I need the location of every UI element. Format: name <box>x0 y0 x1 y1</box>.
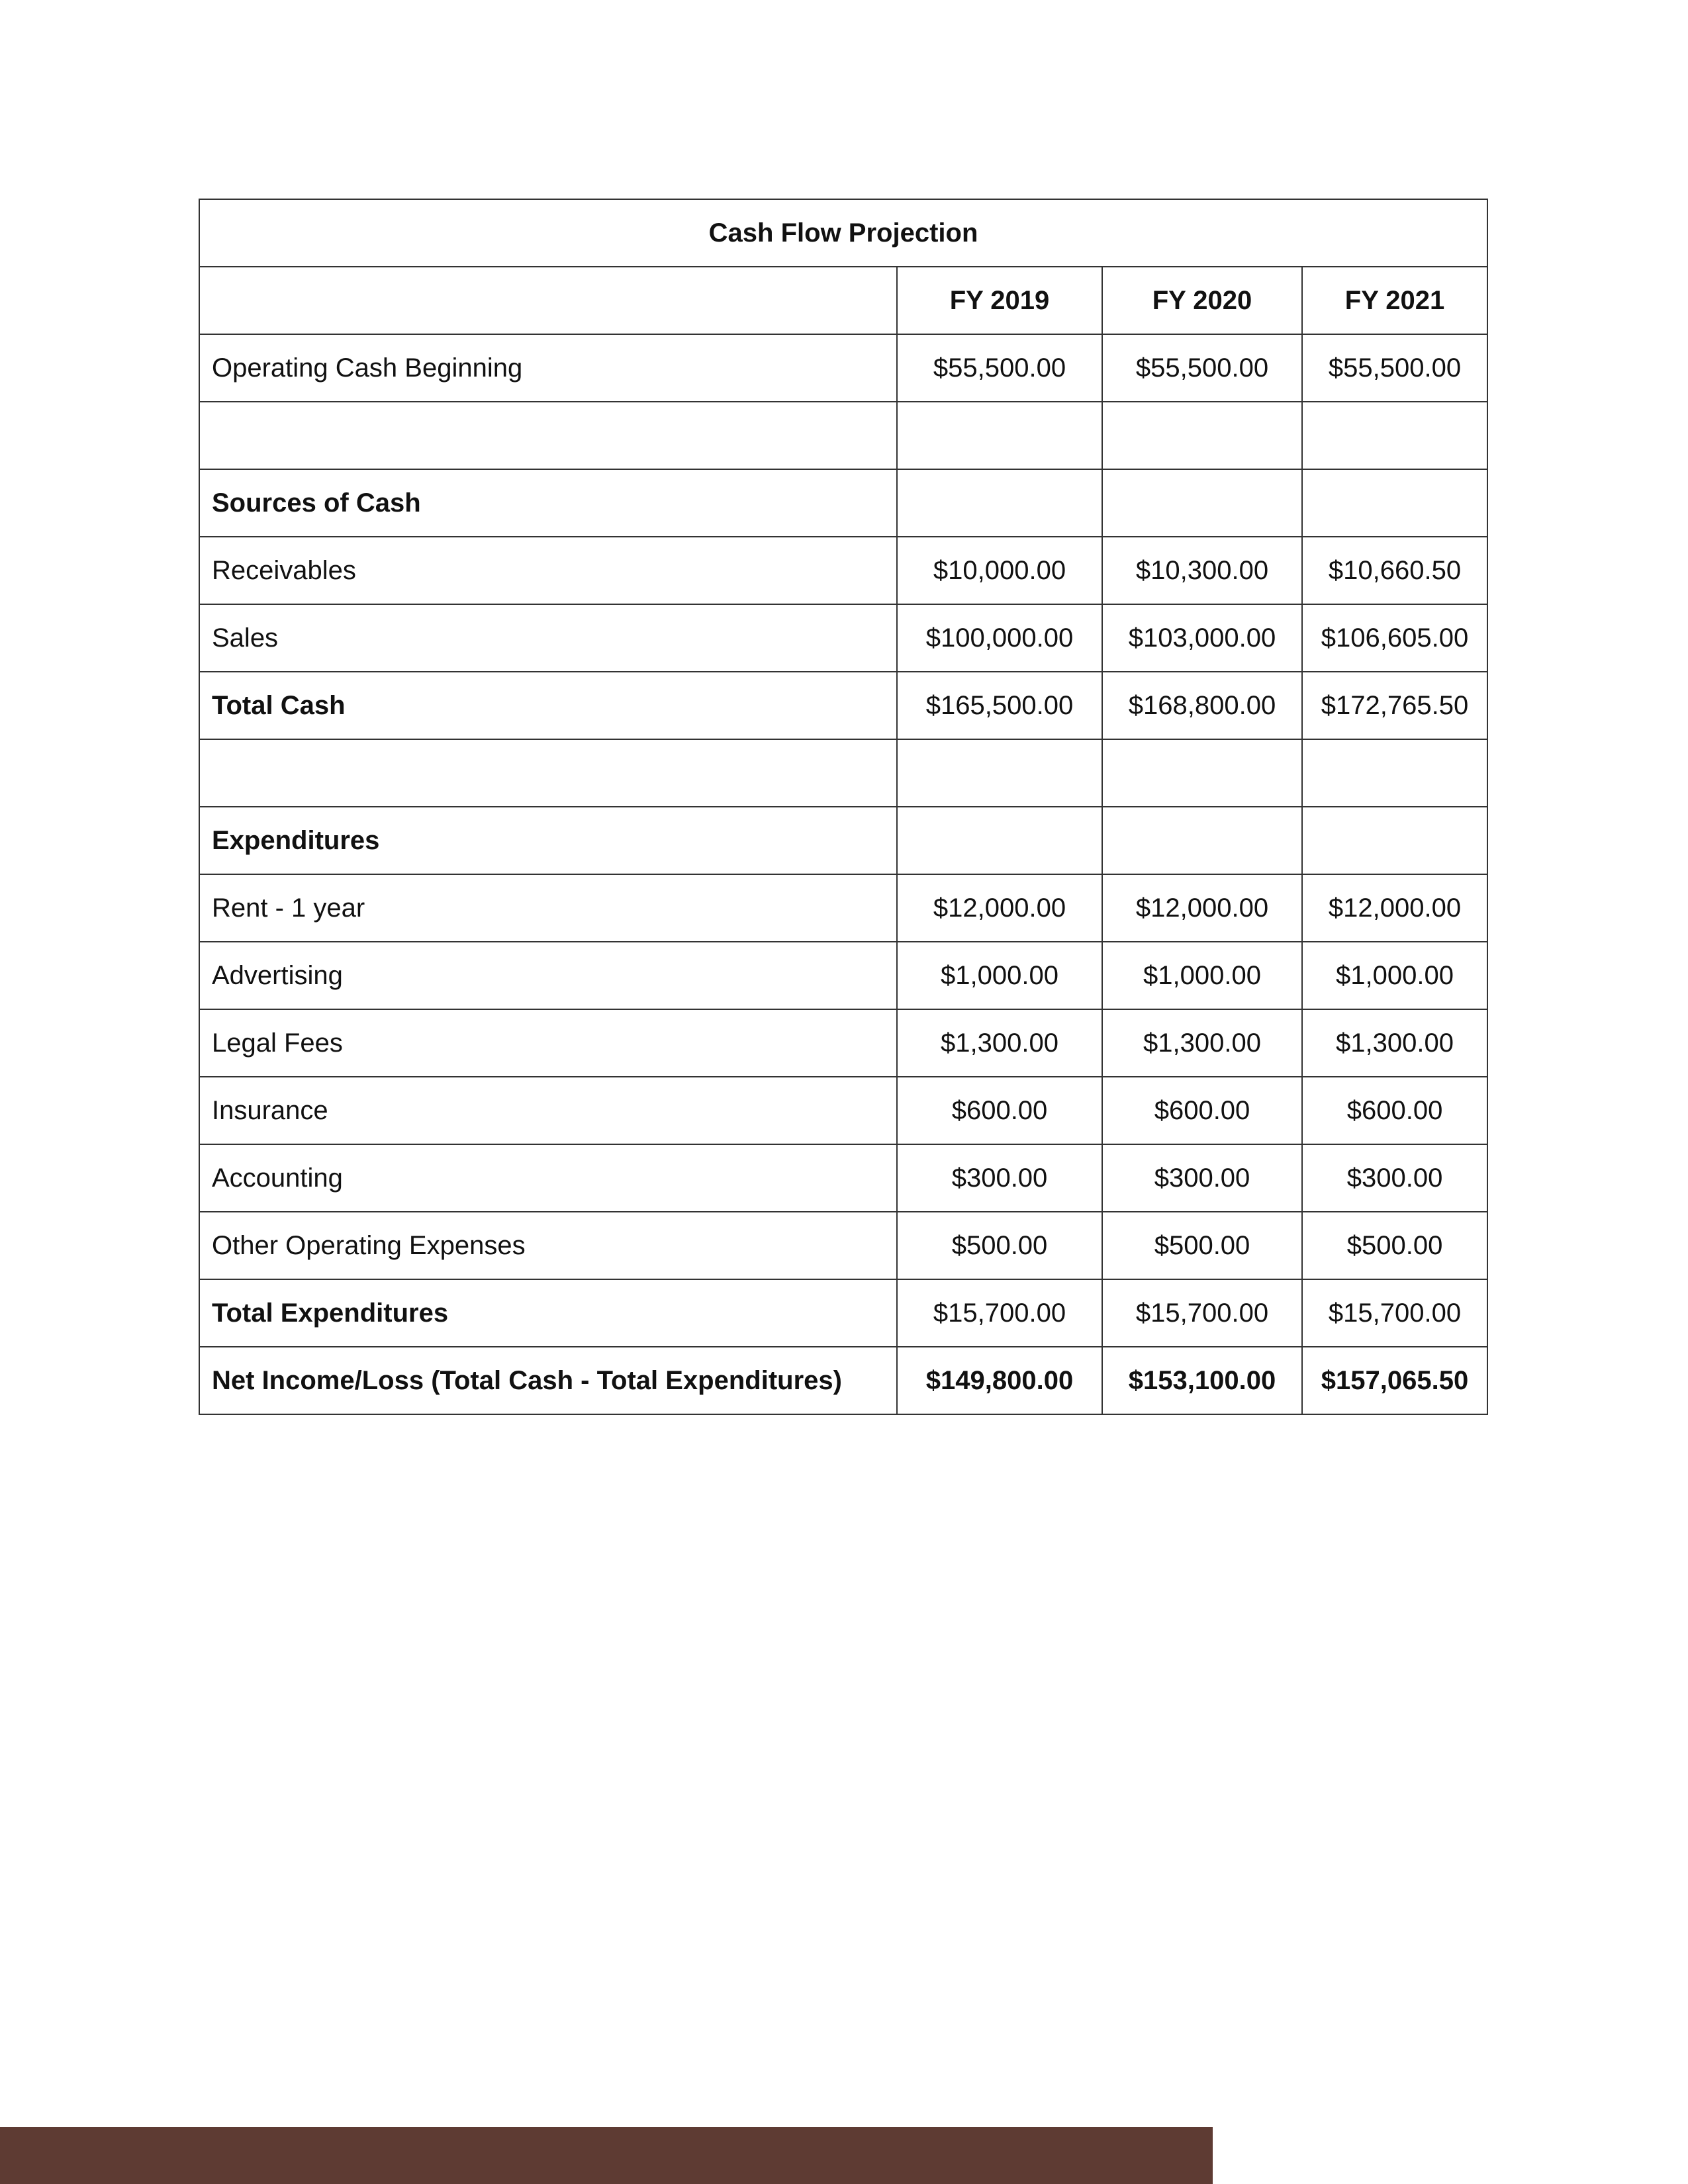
row-value-fy2019 <box>897 402 1102 469</box>
row-value-fy2021: $1,300.00 <box>1302 1009 1487 1077</box>
table-title-row <box>199 199 1487 267</box>
row-label <box>199 739 897 807</box>
row-value-fy2021: $600.00 <box>1302 1077 1487 1144</box>
table-row <box>199 1077 1487 1144</box>
row-value-fy2020: $55,500.00 <box>1102 334 1302 402</box>
row-label: Insurance <box>199 1077 897 1144</box>
table-row <box>199 874 1487 942</box>
row-label: Other Operating Expenses <box>199 1212 897 1279</box>
table-row <box>199 807 1487 874</box>
row-value-fy2019: $1,000.00 <box>897 942 1102 1009</box>
row-value-fy2020: $168,800.00 <box>1102 672 1302 739</box>
table-row <box>199 672 1487 739</box>
net-income-fy2021: $157,065.50 <box>1302 1347 1487 1414</box>
row-value-fy2020: $1,300.00 <box>1102 1009 1302 1077</box>
year-header-2020: FY 2020 <box>1102 267 1302 334</box>
row-value-fy2021: $1,000.00 <box>1302 942 1487 1009</box>
row-value-fy2020: $10,300.00 <box>1102 537 1302 604</box>
total-label: Total Expenditures <box>199 1279 897 1347</box>
table-row <box>199 1212 1487 1279</box>
year-header-2021: FY 2021 <box>1302 267 1487 334</box>
net-income-fy2019: $149,800.00 <box>897 1347 1102 1414</box>
table-row <box>199 1144 1487 1212</box>
table-row <box>199 1347 1487 1414</box>
row-value-fy2019: $12,000.00 <box>897 874 1102 942</box>
row-value-fy2021 <box>1302 807 1487 874</box>
row-value-fy2019: $1,300.00 <box>897 1009 1102 1077</box>
table-row <box>199 334 1487 402</box>
row-value-fy2019: $100,000.00 <box>897 604 1102 672</box>
row-value-fy2019 <box>897 807 1102 874</box>
table-row <box>199 537 1487 604</box>
row-value-fy2020 <box>1102 402 1302 469</box>
row-value-fy2021 <box>1302 402 1487 469</box>
total-label: Total Cash <box>199 672 897 739</box>
row-value-fy2020: $300.00 <box>1102 1144 1302 1212</box>
table-row <box>199 604 1487 672</box>
section-heading: Sources of Cash <box>199 469 897 537</box>
header-blank-cell <box>199 267 897 334</box>
row-value-fy2019 <box>897 739 1102 807</box>
row-value-fy2021: $12,000.00 <box>1302 874 1487 942</box>
row-value-fy2019 <box>897 469 1102 537</box>
row-value-fy2020 <box>1102 739 1302 807</box>
row-value-fy2019: $55,500.00 <box>897 334 1102 402</box>
table-row <box>199 739 1487 807</box>
row-value-fy2021 <box>1302 739 1487 807</box>
row-value-fy2021: $500.00 <box>1302 1212 1487 1279</box>
row-value-fy2020: $15,700.00 <box>1102 1279 1302 1347</box>
net-income-label: Net Income/Loss (Total Cash - Total Expenditures) <box>199 1347 897 1414</box>
row-value-fy2019: $165,500.00 <box>897 672 1102 739</box>
row-label: Operating Cash Beginning <box>199 334 897 402</box>
row-value-fy2020 <box>1102 807 1302 874</box>
row-label: Legal Fees <box>199 1009 897 1077</box>
table-row <box>199 1279 1487 1347</box>
row-value-fy2019: $10,000.00 <box>897 537 1102 604</box>
table-row <box>199 942 1487 1009</box>
net-income-fy2020: $153,100.00 <box>1102 1347 1302 1414</box>
row-label: Receivables <box>199 537 897 604</box>
row-value-fy2021: $106,605.00 <box>1302 604 1487 672</box>
table-row <box>199 1009 1487 1077</box>
year-header-row <box>199 267 1487 334</box>
cash-flow-table <box>199 199 1488 1415</box>
year-header-2019: FY 2019 <box>897 267 1102 334</box>
section-heading: Expenditures <box>199 807 897 874</box>
row-value-fy2019: $15,700.00 <box>897 1279 1102 1347</box>
row-value-fy2021: $10,660.50 <box>1302 537 1487 604</box>
row-value-fy2019: $600.00 <box>897 1077 1102 1144</box>
row-value-fy2019: $500.00 <box>897 1212 1102 1279</box>
table-row <box>199 402 1487 469</box>
table-row <box>199 469 1487 537</box>
row-value-fy2020: $103,000.00 <box>1102 604 1302 672</box>
row-value-fy2021: $172,765.50 <box>1302 672 1487 739</box>
row-value-fy2019: $300.00 <box>897 1144 1102 1212</box>
row-value-fy2021 <box>1302 469 1487 537</box>
row-label: Rent - 1 year <box>199 874 897 942</box>
row-label: Advertising <box>199 942 897 1009</box>
row-value-fy2020: $500.00 <box>1102 1212 1302 1279</box>
row-value-fy2020: $600.00 <box>1102 1077 1302 1144</box>
row-value-fy2021: $15,700.00 <box>1302 1279 1487 1347</box>
row-value-fy2020 <box>1102 469 1302 537</box>
row-value-fy2021: $55,500.00 <box>1302 334 1487 402</box>
table-title: Cash Flow Projection <box>199 199 1487 267</box>
row-label <box>199 402 897 469</box>
row-value-fy2020: $12,000.00 <box>1102 874 1302 942</box>
row-label: Accounting <box>199 1144 897 1212</box>
footer-color-bar <box>0 2127 1213 2184</box>
row-value-fy2021: $300.00 <box>1302 1144 1487 1212</box>
row-value-fy2020: $1,000.00 <box>1102 942 1302 1009</box>
row-label: Sales <box>199 604 897 672</box>
